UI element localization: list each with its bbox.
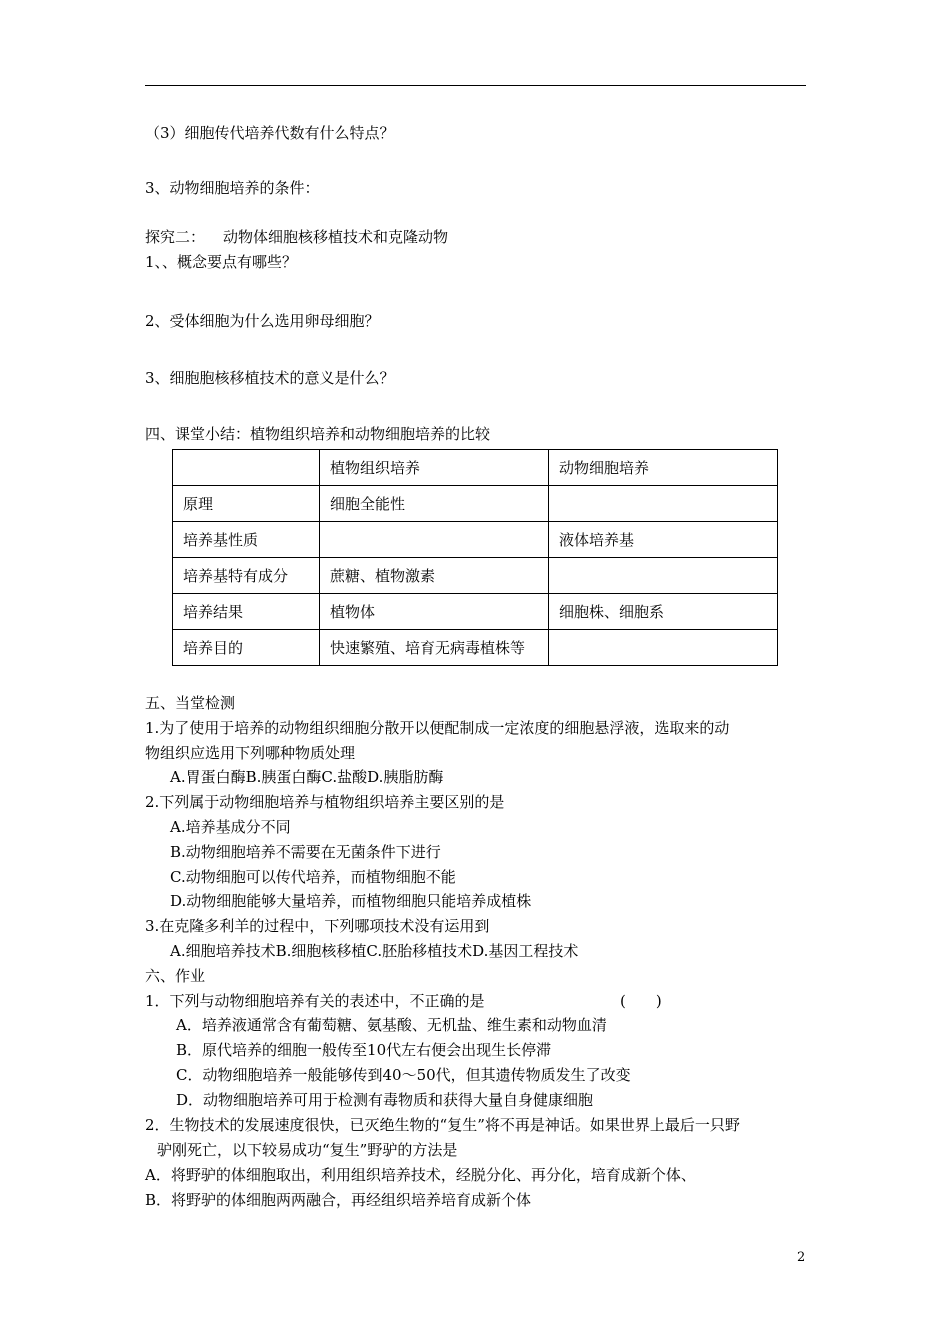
page-number: 2	[797, 1250, 806, 1265]
homework-q1	[145, 991, 485, 1011]
table-cell	[320, 522, 549, 558]
table-row	[173, 630, 778, 666]
check-heading: 五、当堂检测	[145, 694, 236, 712]
homework-q2-line1: 2．生物技术的发展速度很快，已灭绝生物的“复生”将不再是神话。如果世界上最后一只野	[145, 1116, 740, 1134]
homework-q2-option-a: A．将野驴的体细胞取出，利用组织培养技术，经脱分化、再分化，培育成新个体、	[145, 1166, 696, 1184]
summary-heading: 四、课堂小结：植物组织培养和动物细胞培养的比较	[145, 425, 491, 443]
table-cell: 植物体	[320, 594, 549, 630]
homework-q1-option-a: A．培养液通常含有葡萄糖、氨基酸、无机盐、维生素和动物血清	[176, 1016, 607, 1034]
table-cell	[549, 558, 778, 594]
explore-two-label: 探究二：	[145, 228, 206, 246]
check-q2: 2.下列属于动物细胞培养与植物组织培养主要区别的是	[145, 793, 505, 811]
table-cell: 液体培养基	[549, 522, 778, 558]
table-cell: 培养结果	[173, 594, 320, 630]
culture-conditions: 3、动物细胞培养的条件：	[145, 179, 320, 197]
table-cell	[549, 486, 778, 522]
check-q2-option-c: C.动物细胞可以传代培养，而植物细胞不能	[170, 868, 456, 886]
homework-q2-option-b: B．将野驴的体细胞两两融合，再经组织培养培育成新个体	[145, 1191, 532, 1209]
comparison-table	[172, 449, 778, 666]
check-q3: 3.在克隆多利羊的过程中，下列哪项技术没有运用到	[145, 917, 490, 935]
check-q1-options: A.胃蛋白酶B.胰蛋白酶C.盐酸D.胰脂肪酶	[170, 768, 444, 786]
table-header-cell: 动物细胞培养	[549, 450, 778, 486]
table-cell: 培养基性质	[173, 522, 320, 558]
explore-two-q2: 2、受体细胞为什么选用卵母细胞？	[145, 312, 380, 330]
check-q2-option-a: A.培养基成分不同	[170, 818, 291, 836]
header-rule	[145, 85, 806, 86]
check-q3-options: A.细胞培养技术B.细胞核移植C.胚胎移植技术D.基因工程技术	[170, 942, 579, 960]
explore-two-q3: 3、细胞胞核移植技术的意义是什么？	[145, 369, 395, 387]
check-q2-option-b: B.动物细胞培养不需要在无菌条件下进行	[170, 843, 441, 861]
homework-q2-line2: 驴刚死亡，以下较易成功“复生”野驴的方法是	[157, 1141, 458, 1159]
answer-parentheses: ( )	[620, 992, 662, 1010]
homework-q1-option-b: B．原代培养的细胞一般传至10代左右便会出现生长停滞	[176, 1041, 552, 1059]
table-cell: 培养基特有成分	[173, 558, 320, 594]
check-q1-line1: 1.为了使用于培养的动物组织细胞分散开以便配制成一定浓度的细胞悬浮液，选取来的动	[145, 719, 730, 737]
table-header-cell	[173, 450, 320, 486]
homework-q1-option-c: C．动物细胞培养一般能够传到40～50代，但其遗传物质发生了改变	[176, 1066, 631, 1084]
table-cell: 培养目的	[173, 630, 320, 666]
question-3-generations: （3）细胞传代培养代数有什么特点？	[145, 124, 395, 142]
explore-two-heading	[145, 227, 448, 247]
table-cell: 蔗糖、植物激素	[320, 558, 549, 594]
homework-q1-text: 1．下列与动物细胞培养有关的表述中，不正确的是	[145, 992, 485, 1010]
explore-two-q1: 1、、概念要点有哪些？	[145, 253, 298, 271]
homework-q1-option-d: D．动物细胞培养可用于检测有毒物质和获得大量自身健康细胞	[176, 1091, 594, 1109]
homework-heading: 六、作业	[145, 967, 206, 985]
table-cell: 原理	[173, 486, 320, 522]
table-header-row	[173, 450, 778, 486]
check-q1-line2: 物组织应选用下列哪种物质处理	[145, 744, 356, 762]
table-header-cell: 植物组织培养	[320, 450, 549, 486]
check-q2-option-d: D.动物细胞能够大量培养，而植物细胞只能培养成植株	[170, 892, 532, 910]
table-row	[173, 594, 778, 630]
table-row	[173, 486, 778, 522]
table-row	[173, 522, 778, 558]
table-cell: 细胞株、细胞系	[549, 594, 778, 630]
explore-two-title: 动物体细胞核移植技术和克隆动物	[223, 228, 449, 246]
table-cell: 快速繁殖、培育无病毒植株等	[320, 630, 549, 666]
table-cell	[549, 630, 778, 666]
table-row	[173, 558, 778, 594]
table-cell: 细胞全能性	[320, 486, 549, 522]
